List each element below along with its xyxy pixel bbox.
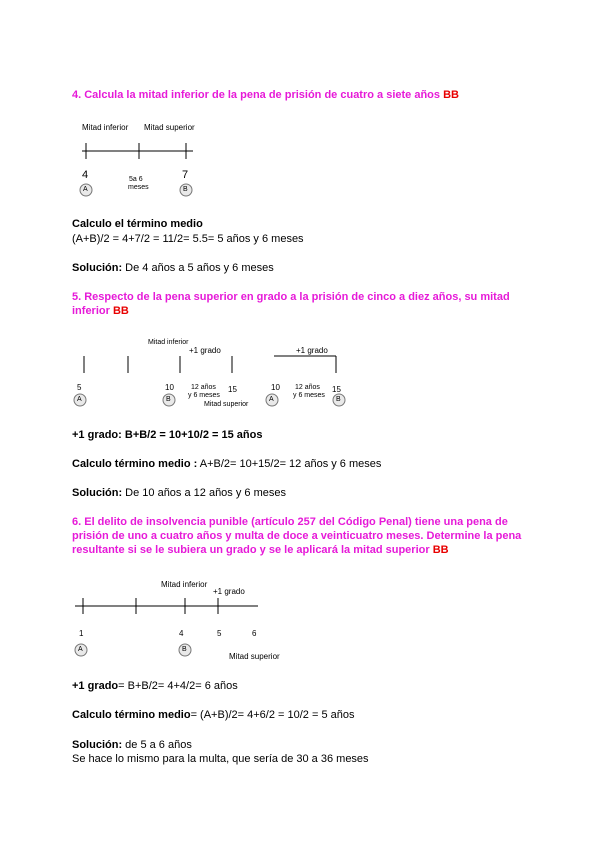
p4-num-right: 7 [182, 169, 189, 181]
p5-n15a: 15 [228, 385, 237, 394]
p6-n5: 5 [217, 629, 222, 638]
p5-letter-b1: B [166, 396, 171, 403]
p4-label-upper: Mitad superior [144, 123, 195, 132]
p4-label-lower: Mitad inferior [82, 123, 129, 132]
p4-calc-heading: Calculo el término medio [72, 218, 203, 230]
problem5-tag: BB [112, 305, 129, 317]
p6-letter-b: B [182, 646, 187, 653]
p4-calc-text: (A+B)/2 = 4+7/2 = 11/2= 5.5= 5 años y 6 meses [72, 233, 304, 245]
p6-calc: Calculo término medio= (A+B)/2= 4+6/2 = 10/2 = 5 años [72, 709, 355, 721]
p5-small-a2: y 6 meses [188, 392, 220, 399]
p6-plus-grade: +1 grado [213, 587, 245, 596]
problem6-question: 6. El delito de insolvencia punible (artículo 257 del Código Penal) tiene una pena de prisión de uno a cuatro años y multa de doce a veinticuatro meses. Determine la pena resultante si se le subiera un grado y se le aplicará la mitad superior BB [72, 516, 522, 556]
problem6-tag: BB [432, 544, 449, 556]
p4-mid-line1: 5a 6 [129, 176, 143, 183]
p5-n5: 5 [77, 383, 82, 392]
p6-solution: Solución: de 5 a 6 años [72, 739, 192, 751]
problem5-question: 5. Respecto de la pena superior en grado a la prisión de cinco a diez años, su mitad inferior BB [72, 291, 510, 317]
p5-small-b1: 12 años [295, 384, 320, 391]
p5-label-upper: Mitad superior [204, 401, 249, 408]
problem4-tag: BB [443, 89, 459, 101]
p5-line1: +1 grado: B+B/2 = 10+10/2 = 15 años [72, 429, 263, 441]
p4-solution: Solución: De 4 años a 5 años y 6 meses [72, 262, 274, 274]
p5-n10b: 10 [271, 383, 280, 392]
p5-n10a: 10 [165, 383, 174, 392]
p6-n1: 1 [79, 629, 84, 638]
p5-small-b2: y 6 meses [293, 392, 325, 399]
p5-plus-grade-1: +1 grado [189, 346, 221, 355]
p6-n4: 4 [179, 629, 184, 638]
p6-letter-a: A [78, 646, 83, 653]
p5-letter-b2: B [336, 396, 341, 403]
p5-letter-a1: A [77, 396, 82, 403]
p5-calc: Calculo término medio : A+B/2= 10+15/2= 12 años y 6 meses [72, 458, 382, 470]
p4-letter-a: A [83, 186, 88, 193]
p6-n6: 6 [252, 629, 257, 638]
p4-mid-line2: meses [128, 184, 149, 191]
p5-label-lower: Mitad inferior [148, 339, 189, 346]
p5-n15b: 15 [332, 385, 341, 394]
p4-num-left: 4 [82, 169, 89, 181]
p6-note: Se hace lo mismo para la multa, que sería de 30 a 36 meses [72, 753, 369, 765]
problem4-question: 4. Calcula la mitad inferior de la pena de prisión de cuatro a siete años BB [72, 89, 459, 101]
p5-small-a1: 12 años [191, 384, 216, 391]
p6-grade: +1 grado= B+B/2= 4+4/2= 6 años [72, 680, 238, 692]
p5-plus-grade-2: +1 grado [296, 346, 328, 355]
p4-letter-b: B [183, 186, 188, 193]
p6-label-upper: Mitad superior [229, 652, 280, 661]
p5-solution: Solución: De 10 años a 12 años y 6 meses [72, 487, 286, 499]
p5-letter-a2: A [269, 396, 274, 403]
p6-label-lower: Mitad inferior [161, 580, 208, 589]
